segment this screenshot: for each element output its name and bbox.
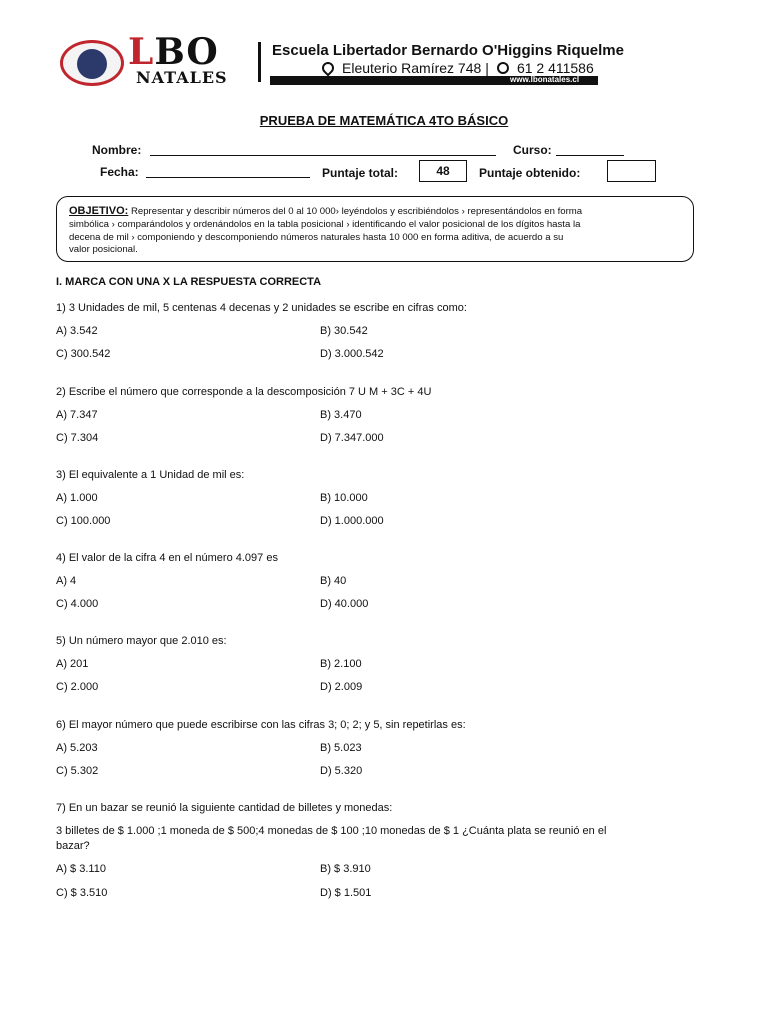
option-4a[interactable]: A) 4 xyxy=(56,575,77,587)
option-5a[interactable]: A) 201 xyxy=(56,658,89,670)
option-1b[interactable]: B) 30.542 xyxy=(320,325,368,337)
obtained-score-box[interactable] xyxy=(607,160,656,182)
question-6: 6) El mayor número que puede escribirse con las cifras 3; 0; 2; y 5, sin repetirlas es: xyxy=(56,719,466,731)
obtained-score-label: Puntaje obtenido: xyxy=(479,166,581,180)
objective-line-4: valor posicional. xyxy=(69,244,138,256)
question-7-detail: 3 billetes de $ 1.000 ;1 moneda de $ 500;4 monedas de $ 100 ;10 monedas de $ 1 ¿Cuánta plata se reunió en el xyxy=(56,825,607,837)
option-2b[interactable]: B) 3.470 xyxy=(320,409,362,421)
option-7a[interactable]: A) $ 3.110 xyxy=(56,863,106,875)
option-3b[interactable]: B) 10.000 xyxy=(320,492,368,504)
option-4b[interactable]: B) 40 xyxy=(320,575,347,587)
school-seal-logo xyxy=(60,40,124,86)
option-4c[interactable]: C) 4.000 xyxy=(56,598,99,610)
option-7b[interactable]: B) $ 3.910 xyxy=(320,863,371,875)
phone-icon xyxy=(497,62,509,74)
location-pin-icon xyxy=(320,60,337,77)
option-6c[interactable]: C) 5.302 xyxy=(56,765,99,777)
contact-line xyxy=(322,60,594,76)
option-2d[interactable]: D) 7.347.000 xyxy=(320,432,384,444)
name-label: Nombre: xyxy=(92,143,142,157)
question-1: 1) 3 Unidades de mil, 5 centenas 4 decenas y 2 unidades se escribe en cifras como: xyxy=(56,302,467,314)
question-2: 2) Escribe el número que corresponde a la descomposición 7 U M + 3C + 4U xyxy=(56,386,432,398)
option-7d[interactable]: D) $ 1.501 xyxy=(320,887,372,899)
option-1d[interactable]: D) 3.000.542 xyxy=(320,348,384,360)
option-6d[interactable]: D) 5.320 xyxy=(320,765,363,777)
logo-subtitle: NATALES xyxy=(136,68,228,87)
option-2a[interactable]: A) 7.347 xyxy=(56,409,98,421)
course-label: Curso: xyxy=(513,143,552,157)
website: www.lbonatales.cl xyxy=(510,75,580,84)
objective-line-1: Representar y describir números del 0 al 10 000› leyéndolos y escribiéndolos › representándolos en forma xyxy=(128,206,583,217)
option-5c[interactable]: C) 2.000 xyxy=(56,681,99,693)
contact-separator: | xyxy=(485,60,489,76)
date-label: Fecha: xyxy=(100,165,139,179)
section-heading: I. MARCA CON UNA X LA RESPUESTA CORRECTA xyxy=(56,276,322,288)
name-field[interactable] xyxy=(150,143,496,156)
objective-line-3: decena de mil › componiendo y descomponiendo números naturales hasta 10 000 en forma aditiva, de acuerdo a su xyxy=(69,231,564,243)
phone-number: 61 2 411586 xyxy=(516,60,594,76)
option-5b[interactable]: B) 2.100 xyxy=(320,658,362,670)
option-3c[interactable]: C) 100.000 xyxy=(56,515,111,527)
total-score-box: 48 xyxy=(419,160,467,182)
question-3: 3) El equivalente a 1 Unidad de mil es: xyxy=(56,469,245,481)
question-4: 4) El valor de la cifra 4 en el número 4.097 es xyxy=(56,552,278,564)
question-7: 7) En un bazar se reunió la siguiente cantidad de billetes y monedas: xyxy=(56,802,393,814)
option-3a[interactable]: A) 1.000 xyxy=(56,492,98,504)
header-divider xyxy=(258,42,261,82)
option-7c[interactable]: C) $ 3.510 xyxy=(56,887,108,899)
option-5d[interactable]: D) 2.009 xyxy=(320,681,363,693)
date-field[interactable] xyxy=(146,165,310,178)
objective-label: OBJETIVO: xyxy=(69,205,129,217)
school-name: Escuela Libertador Bernardo O'Higgins Riquelme xyxy=(272,42,624,59)
question-5: 5) Un número mayor que 2.010 es: xyxy=(56,635,227,647)
question-7-detail-cont: bazar? xyxy=(56,840,90,852)
course-field[interactable] xyxy=(556,143,624,156)
option-1c[interactable]: C) 300.542 xyxy=(56,348,111,360)
logo-wordmark: LBO xyxy=(128,31,219,73)
page-title: PRUEBA DE MATEMÁTICA 4TO BÁSICO xyxy=(259,113,509,128)
option-1a[interactable]: A) 3.542 xyxy=(56,325,98,337)
address: Eleuterio Ramírez 748 xyxy=(342,60,482,76)
option-6b[interactable]: B) 5.023 xyxy=(320,742,362,754)
objective-line-2: simbólica › comparándolos y ordenándolos en la tabla posicional › identificando el valor posicional de los dígitos hasta la xyxy=(69,218,581,230)
option-2c[interactable]: C) 7.304 xyxy=(56,432,99,444)
objective-box xyxy=(56,196,694,262)
option-4d[interactable]: D) 40.000 xyxy=(320,598,369,610)
total-score-label: Puntaje total: xyxy=(322,166,399,180)
option-6a[interactable]: A) 5.203 xyxy=(56,742,98,754)
option-3d[interactable]: D) 1.000.000 xyxy=(320,515,384,527)
